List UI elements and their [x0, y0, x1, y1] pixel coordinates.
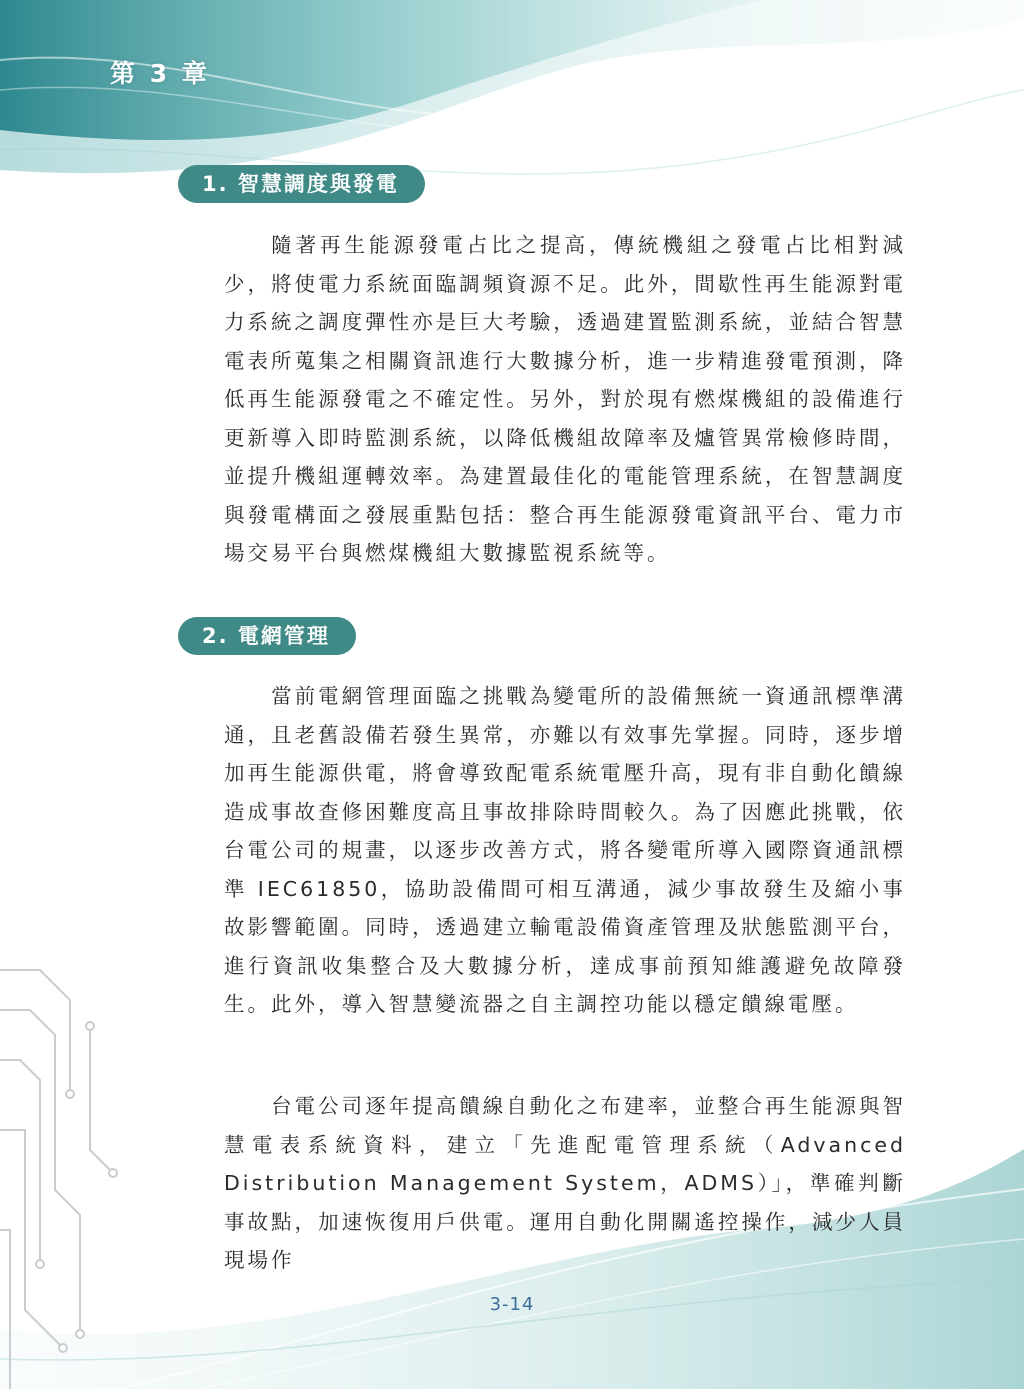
section-heading-smart-dispatch: 1. 智慧調度與發電 [178, 165, 425, 203]
paragraph-smart-dispatch: 隨著再生能源發電占比之提高，傳統機組之發電占比相對減少，將使電力系統面臨調頻資源不足。此外，間歇性再生能源對電力系統之調度彈性亦是巨大考驗，透過建置監測系統，並結合智慧電表所蒐集之相關資訊進行大數據分析，進一步精進發電預測，降低再生能源發電之不確定性。另外，對於現有燃煤機組的設備進行更新導入即時監測系統，以降低機組故障率及爐管異常檢修時間，並提升機組運轉效率。為建置最佳化的電能管理系統，在智慧調度與發電構面之發展重點包括：整合再生能源發電資訊平台、電力市場交易平台與燃煤機組大數據監視系統等。 [224, 233, 906, 565]
paragraph-grid-management-2: 台電公司逐年提高饋線自動化之布建率，並整合再生能源與智慧電表系統資料，建立「先進配電管理系統（Advanced Distribution Management System，ADMS）」，準確判斷事故點，加速恢復用戶供電。運用自動化開關遙控操作，減少人員現場作 [224, 1094, 906, 1272]
header-wave-decoration [0, 0, 1024, 230]
circuit-decoration [0, 930, 130, 1389]
page-number: 3-14 [489, 1294, 535, 1315]
paragraph-grid-management-1: 當前電網管理面臨之挑戰為變電所的設備無統一資通訊標準溝通，且老舊設備若發生異常，亦難以有效事先掌握。同時，逐步增加再生能源供電，將會導致配電系統電壓升高，現有非自動化饋線造成事故查修困難度高且事故排除時間較久。為了因應此挑戰，依台電公司的規畫，以逐步改善方式，將各變電所導入國際資通訊標準 IEC61850，協助設備間可相互溝通，減少事故發生及縮小事故影響範圍。同時，透過建立輸電設備資產管理及狀態監測平台，進行資訊收集整合及大數據分析，達成事前預知維護避免故障發生。此外，導入智慧變流器之自主調控功能以穩定饋線電壓。 [224, 684, 906, 1016]
chapter-label: 第 3 章 [110, 59, 210, 88]
section-heading-grid-management: 2. 電網管理 [178, 617, 356, 655]
